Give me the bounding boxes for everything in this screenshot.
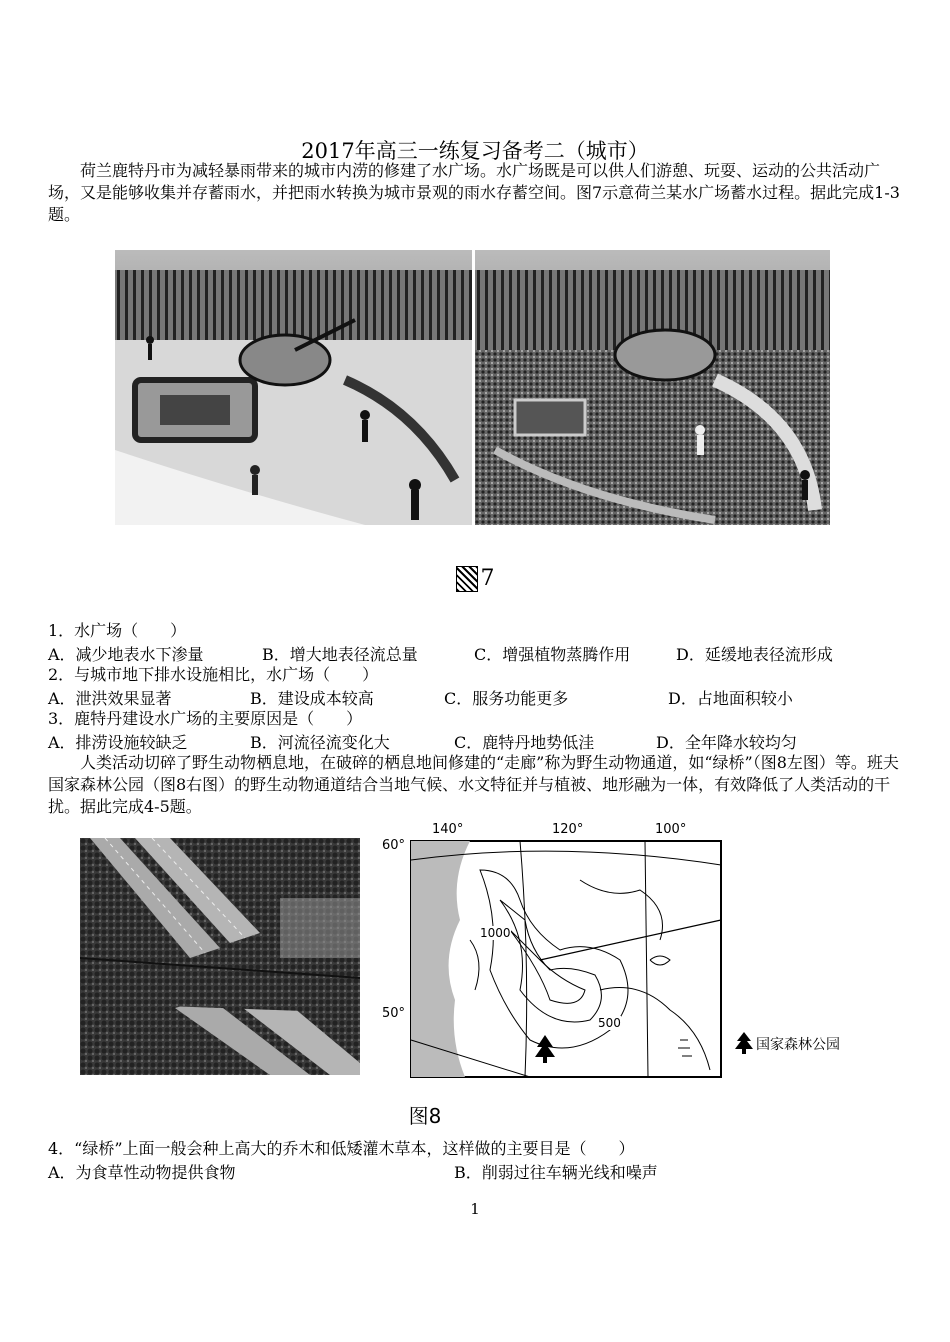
contour-label-1000: 1000: [480, 926, 511, 940]
lon-label-100: 100°: [655, 822, 687, 837]
option-d: D．占地面积较小: [668, 689, 793, 708]
question-4-stem: 4．“绿桥”上面一般会种上高大的乔木和低矮灌木草本，这样做的主要目是（ ）: [48, 1139, 635, 1158]
option-a: A．排涝设施较缺乏: [48, 733, 188, 752]
water-square-photos: [115, 250, 830, 525]
option-b: B．削弱过往车辆光线和噪声: [454, 1163, 658, 1182]
page-title: 2017年高三一练复习备考二（城市）: [301, 139, 649, 163]
map-legend-label: 国家森林公园: [756, 1037, 840, 1053]
figure-7-caption: 7: [0, 566, 950, 592]
photo-flooded-square: [475, 250, 830, 525]
photo-dry-square: [115, 250, 472, 525]
lon-label-140: 140°: [432, 822, 464, 837]
question-3-stem: 3．鹿特丹建设水广场的主要原因是（ ）: [48, 709, 363, 728]
option-d: D．全年降水较均匀: [656, 733, 797, 752]
figure-8-caption: 图8: [408, 1104, 442, 1128]
option-c: C．服务功能更多: [444, 689, 569, 708]
lat-label-50: 50°: [382, 1006, 406, 1021]
intro-paragraph-1: [48, 160, 908, 226]
option-a: A．为食草性动物提供食物: [48, 1163, 236, 1182]
lat-label-60: 60°: [382, 838, 406, 853]
intro-paragraph-2: [48, 752, 908, 818]
option-b: B．河流径流变化大: [250, 733, 390, 752]
map-frame: [410, 840, 722, 1078]
contour-label-500: 500: [598, 1016, 621, 1030]
question-4-options: [0, 1160, 950, 1182]
question-2-options: [0, 686, 950, 708]
option-b: B．增大地表径流总量: [262, 645, 418, 664]
question-2-stem: 2．与城市地下排水设施相比，水广场（ ）: [48, 665, 379, 684]
question-3-options: [0, 730, 950, 752]
question-1-stem: 1．水广场（ ）: [48, 621, 187, 640]
intro-text-1: 荷兰鹿特丹市为减轻暴雨带来的城市内涝的修建了水广场。水广场既是可以供人们游憩、玩耍、运动的公共活动广场，又是能够收集并存蓄雨水，并把雨水转换为城市景观的雨水存蓄空间。图7示意荷兰某水广场蓄水过程。据此完成1-3题。: [48, 161, 900, 224]
figure-glyph-icon: [456, 566, 478, 592]
option-b: B．建设成本较高: [250, 689, 374, 708]
page-number: 1: [470, 1200, 480, 1218]
option-c: C．增强植物蒸腾作用: [474, 645, 631, 664]
green-bridge-photo: [80, 838, 360, 1075]
lon-label-120: 120°: [552, 822, 584, 837]
option-d: D．延缓地表径流形成: [676, 645, 833, 664]
option-a: A．减少地表水下渗量: [48, 645, 204, 664]
option-a: A．泄洪效果显著: [48, 689, 172, 708]
question-1-options: [0, 642, 950, 664]
option-c: C．鹿特丹地势低洼: [454, 733, 595, 752]
park-legend-icon: [735, 1032, 753, 1054]
banff-map: [370, 820, 870, 1080]
intro-text-2: 人类活动切碎了野生动物栖息地，在破碎的栖息地间修建的“走廊”称为野生动物通道，如“绿桥”（图8左图）等。班夫国家森林公园（图8右图）的野生动物通道结合当地气候、水文特征并与植被、地形融为一体，有效降低了人类活动的干扰。据此完成4-5题。: [48, 753, 899, 816]
